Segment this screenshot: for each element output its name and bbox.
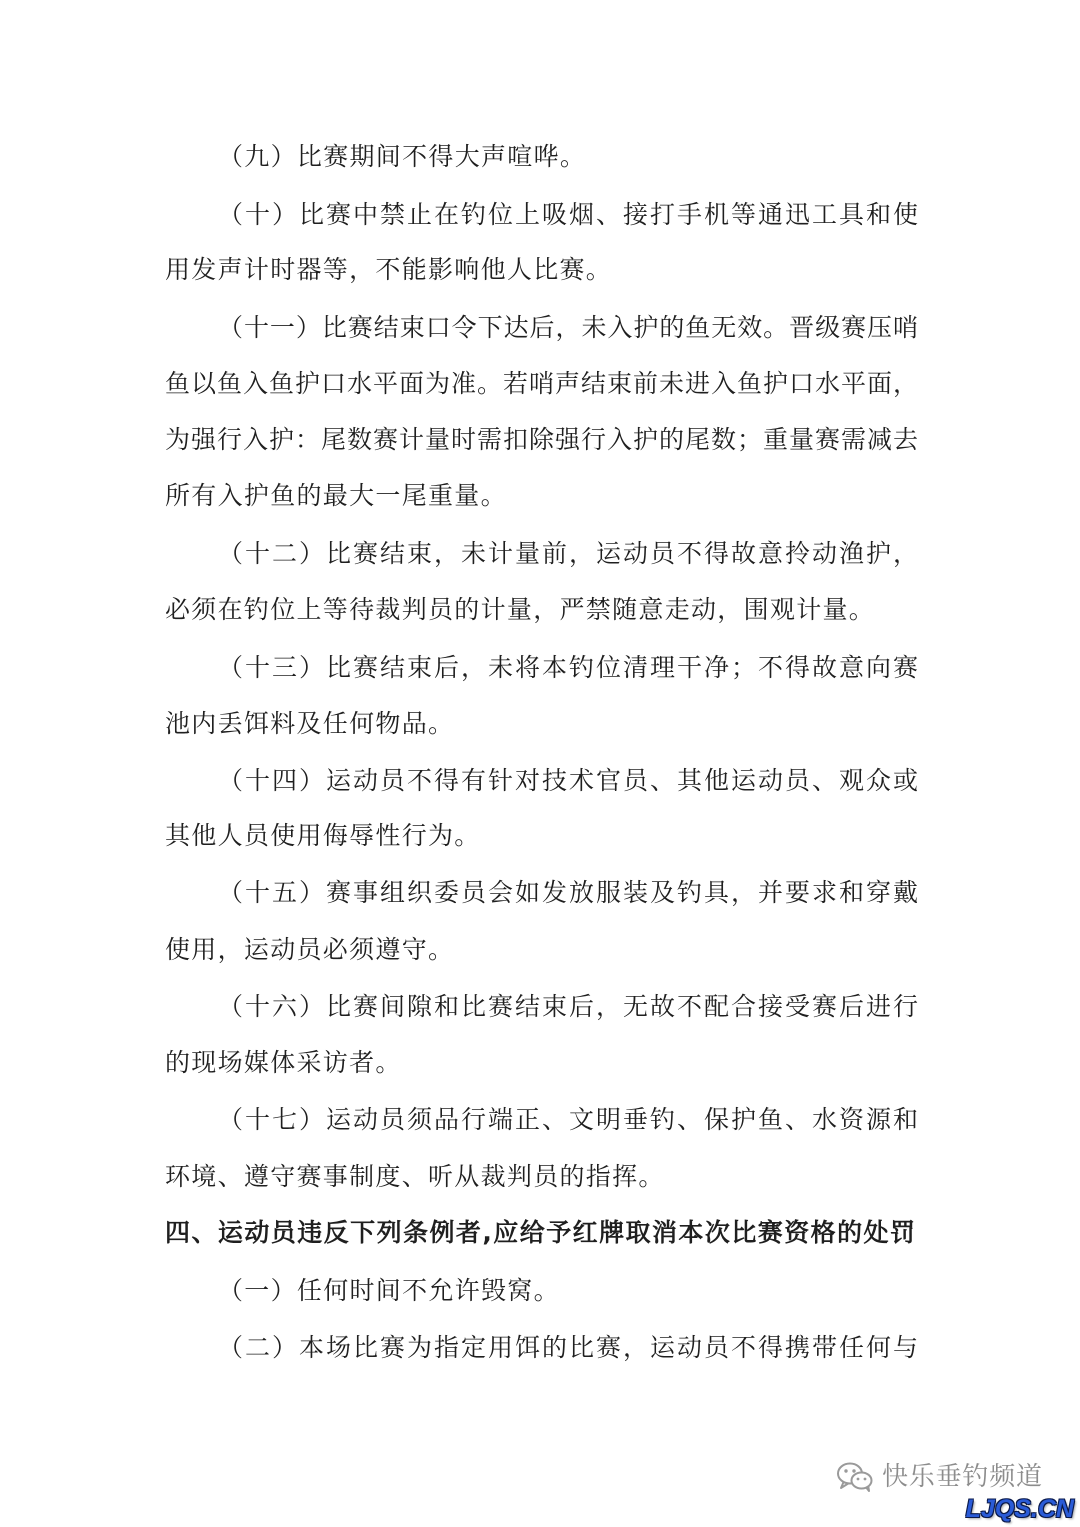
clause-11-line-2: 鱼以鱼入鱼护口水平面为准。若哨声结束前未进入鱼护口水平面， [165,369,918,398]
clause-13-line-1: （十三）比赛结束后，未将本钓位清理干净；不得故意向赛 [218,653,918,682]
watermark-site-logo: LJQS.CN [965,1495,1074,1523]
section-4-heading: 四、运动员违反下列条例者,应给予红牌取消本次比赛资格的处罚 [165,1218,915,1247]
clause-13-line-2: 池内丢饵料及任何物品。 [165,709,455,738]
wechat-icon-eye [852,1469,855,1472]
clause-15-line-1: （十五）赛事组织委员会如发放服装及钓具，并要求和穿戴 [218,878,918,907]
clause-10-line-1: （十）比赛中禁止在钓位上吸烟、接打手机等通迅工具和使 [218,200,918,229]
wechat-icon-eye [864,1478,867,1481]
wechat-icon-bubble-right [852,1473,872,1489]
clause-15-line-2: 使用，运动员必须遵守。 [165,935,455,964]
clause-14-line-1: （十四）运动员不得有针对技术官员、其他运动员、观众或 [218,766,918,795]
clause-14-line-2: 其他人员使用侮辱性行为。 [165,821,481,850]
clause-9-line-1: （九）比赛期间不得大声喧哗。 [218,142,587,171]
clause-10-line-2: 用发声计时器等，不能影响他人比赛。 [165,255,613,284]
clause-16-line-2: 的现场媒体采访者。 [165,1048,402,1077]
watermark-channel-name: 快乐垂钓频道 [882,1462,1043,1492]
clause-12-line-2: 必须在钓位上等待裁判员的计量，严禁随意走动，围观计量。 [165,595,876,624]
clause-16-line-1: （十六）比赛间隙和比赛结束后，无故不配合接受赛后进行 [218,992,918,1021]
clause-17-line-2: 环境、遵守赛事制度、听从裁判员的指挥。 [165,1162,665,1191]
wechat-icon-eye [857,1478,860,1481]
clause-11-line-1: （十一）比赛结束口令下达后，未入护的鱼无效。晋级赛压哨 [218,313,918,342]
section-4-clause-1-line-1: （一）任何时间不允许毁窝。 [218,1276,560,1305]
clause-11-line-4: 所有入护鱼的最大一尾重量。 [165,481,507,510]
clause-11-line-3: 为强行入护：尾数赛计量时需扣除强行入护的尾数；重量赛需减去 [165,425,918,454]
wechat-icon-eye [844,1469,847,1472]
clause-17-line-1: （十七）运动员须品行端正、文明垂钓、保护鱼、水资源和 [218,1105,918,1134]
section-4-clause-2-line-1: （二）本场比赛为指定用饵的比赛，运动员不得携带任何与 [218,1333,918,1362]
clause-12-line-1: （十二）比赛结束，未计量前，运动员不得故意拎动渔护， [218,539,918,568]
wechat-icon [836,1461,874,1493]
